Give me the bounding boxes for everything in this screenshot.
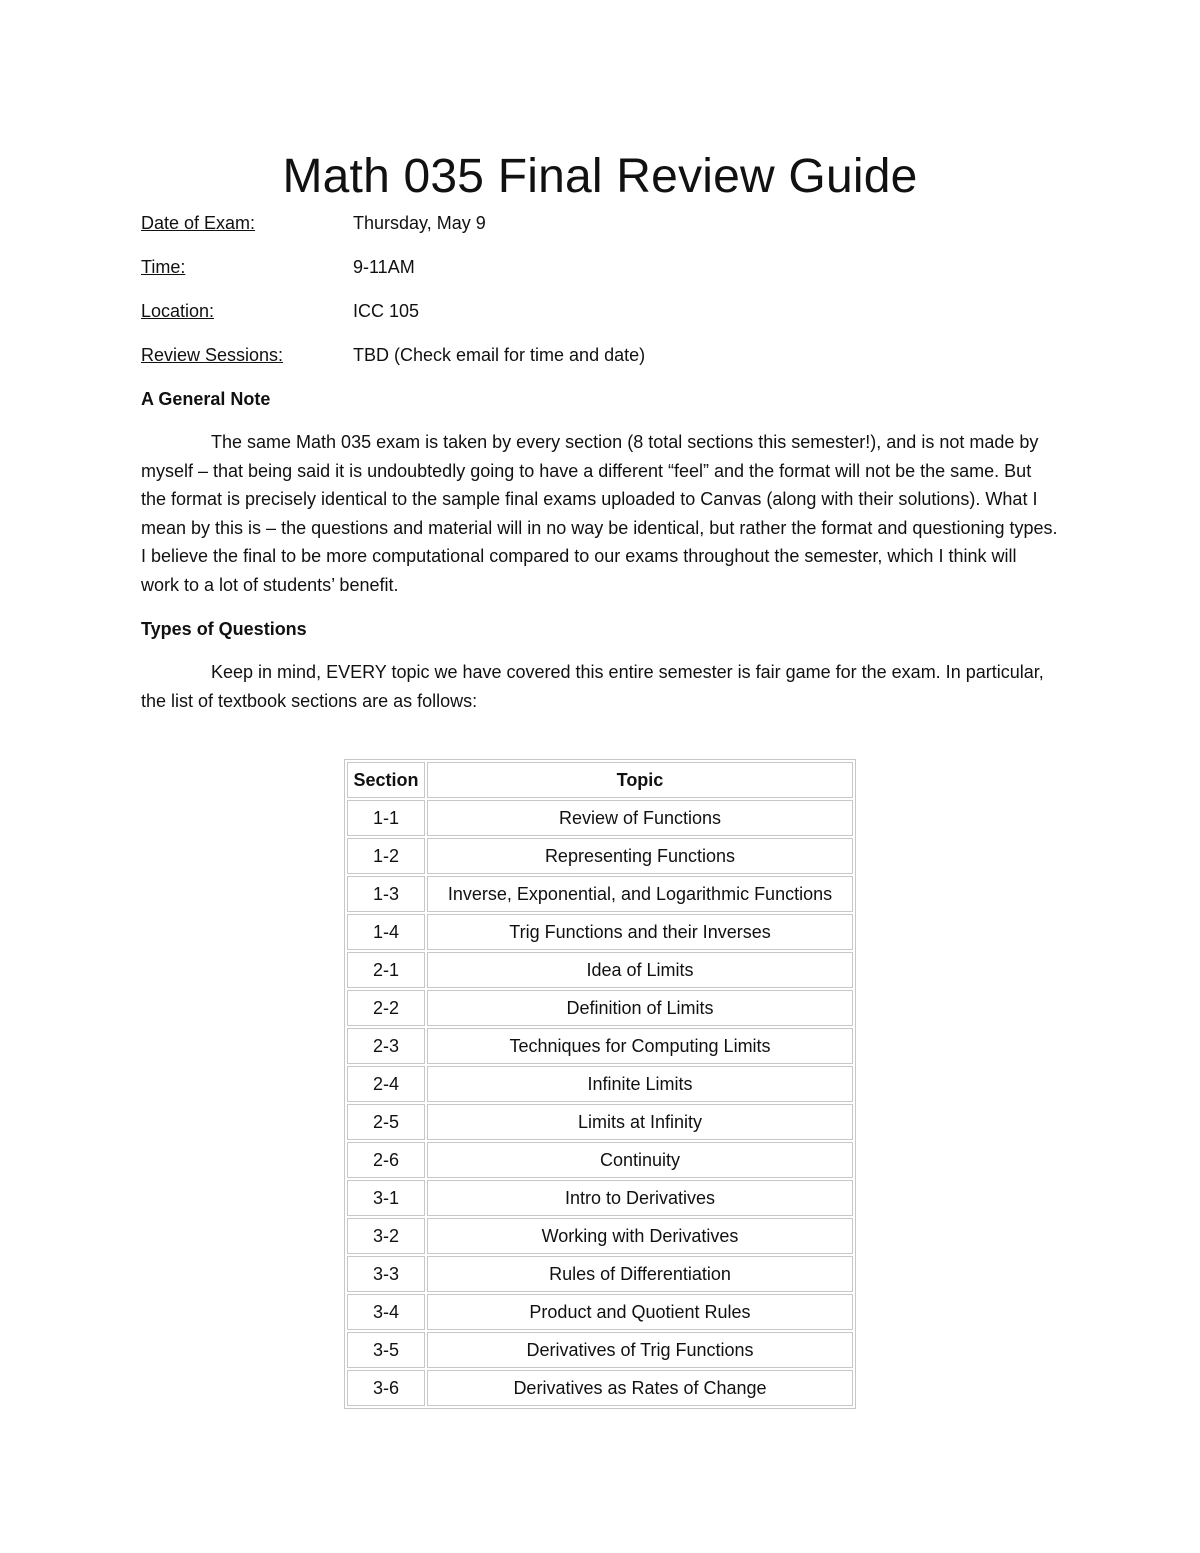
section-cell: 3-5 bbox=[347, 1332, 425, 1368]
table-body bbox=[347, 800, 853, 1406]
topic-cell: Review of Functions bbox=[427, 800, 853, 836]
topic-cell: Techniques for Computing Limits bbox=[427, 1028, 853, 1064]
section-cell: 3-6 bbox=[347, 1370, 425, 1406]
topic-column-header: Topic bbox=[427, 762, 853, 798]
section-cell: 3-3 bbox=[347, 1256, 425, 1292]
topic-cell: Continuity bbox=[427, 1142, 853, 1178]
table-row bbox=[347, 952, 853, 988]
section-cell: 3-4 bbox=[347, 1294, 425, 1330]
info-row-time bbox=[141, 254, 1061, 280]
section-cell: 1-1 bbox=[347, 800, 425, 836]
info-row-review-sessions bbox=[141, 342, 1061, 368]
sections-table bbox=[344, 759, 856, 1409]
table-row bbox=[347, 1256, 853, 1292]
section-cell: 1-2 bbox=[347, 838, 425, 874]
types-of-questions-paragraph: Keep in mind, EVERY topic we have covered this entire semester is fair game for the exam. In particular, the list of textbook sections are as follows: bbox=[141, 662, 1044, 711]
section-cell: 1-4 bbox=[347, 914, 425, 950]
table-row bbox=[347, 800, 853, 836]
topic-cell: Definition of Limits bbox=[427, 990, 853, 1026]
table-row bbox=[347, 1028, 853, 1064]
topic-cell: Product and Quotient Rules bbox=[427, 1294, 853, 1330]
review-sessions-label: Review Sessions: bbox=[141, 345, 284, 365]
section-cell: 3-1 bbox=[347, 1180, 425, 1216]
general-note-heading: A General Note bbox=[141, 389, 271, 409]
table-row bbox=[347, 1218, 853, 1254]
table-header-row bbox=[347, 762, 853, 798]
topic-cell: Inverse, Exponential, and Logarithmic Functions bbox=[427, 876, 853, 912]
topic-cell: Working with Derivatives bbox=[427, 1218, 853, 1254]
topic-cell: Representing Functions bbox=[427, 838, 853, 874]
table-row bbox=[347, 1066, 853, 1102]
review-sessions-value: TBD (Check email for time and date) bbox=[353, 345, 646, 365]
date-label: Date of Exam: bbox=[141, 213, 256, 233]
section-cell: 1-3 bbox=[347, 876, 425, 912]
table-row bbox=[347, 1370, 853, 1406]
section-column-header: Section bbox=[347, 762, 425, 798]
section-cell: 2-1 bbox=[347, 952, 425, 988]
time-label: Time: bbox=[141, 257, 186, 277]
page-title: Math 035 Final Review Guide bbox=[282, 150, 918, 203]
general-note-paragraph: The same Math 035 exam is taken by every section (8 total sections this semester!), and is not made by myself – that being said it is undoubtedly going to have a different “feel” and the format will not be the same. But the format is precisely identical to the sample final exams uploaded to Canvas (along with their solutions). What I mean by this is – the questions and material will in no way be identical, but rather the format and questioning types. I believe the final to be more computational compared to our exams throughout the semester, which I think will work to a lot of students’ benefit. bbox=[141, 432, 1058, 595]
location-value: ICC 105 bbox=[353, 301, 420, 321]
section-cell: 3-2 bbox=[347, 1218, 425, 1254]
topic-cell: Derivatives as Rates of Change bbox=[427, 1370, 853, 1406]
table-row bbox=[347, 1294, 853, 1330]
section-cell: 2-2 bbox=[347, 990, 425, 1026]
table-row bbox=[347, 990, 853, 1026]
table-row bbox=[347, 914, 853, 950]
topic-cell: Derivatives of Trig Functions bbox=[427, 1332, 853, 1368]
table-row bbox=[347, 1142, 853, 1178]
table-row bbox=[347, 1104, 853, 1140]
table-row bbox=[347, 838, 853, 874]
table-row bbox=[347, 1180, 853, 1216]
section-cell: 2-6 bbox=[347, 1142, 425, 1178]
info-row-date bbox=[141, 210, 1061, 236]
info-row-location bbox=[141, 298, 1061, 324]
table-row bbox=[347, 876, 853, 912]
section-cell: 2-5 bbox=[347, 1104, 425, 1140]
section-cell: 2-4 bbox=[347, 1066, 425, 1102]
topic-cell: Idea of Limits bbox=[427, 952, 853, 988]
location-label: Location: bbox=[141, 301, 215, 321]
time-value: 9-11AM bbox=[353, 257, 415, 277]
topic-cell: Infinite Limits bbox=[427, 1066, 853, 1102]
table-row bbox=[347, 1332, 853, 1368]
types-of-questions-heading: Types of Questions bbox=[141, 619, 307, 639]
topic-cell: Rules of Differentiation bbox=[427, 1256, 853, 1292]
section-cell: 2-3 bbox=[347, 1028, 425, 1064]
topic-cell: Trig Functions and their Inverses bbox=[427, 914, 853, 950]
date-value: Thursday, May 9 bbox=[353, 213, 486, 233]
topic-cell: Intro to Derivatives bbox=[427, 1180, 853, 1216]
topic-cell: Limits at Infinity bbox=[427, 1104, 853, 1140]
